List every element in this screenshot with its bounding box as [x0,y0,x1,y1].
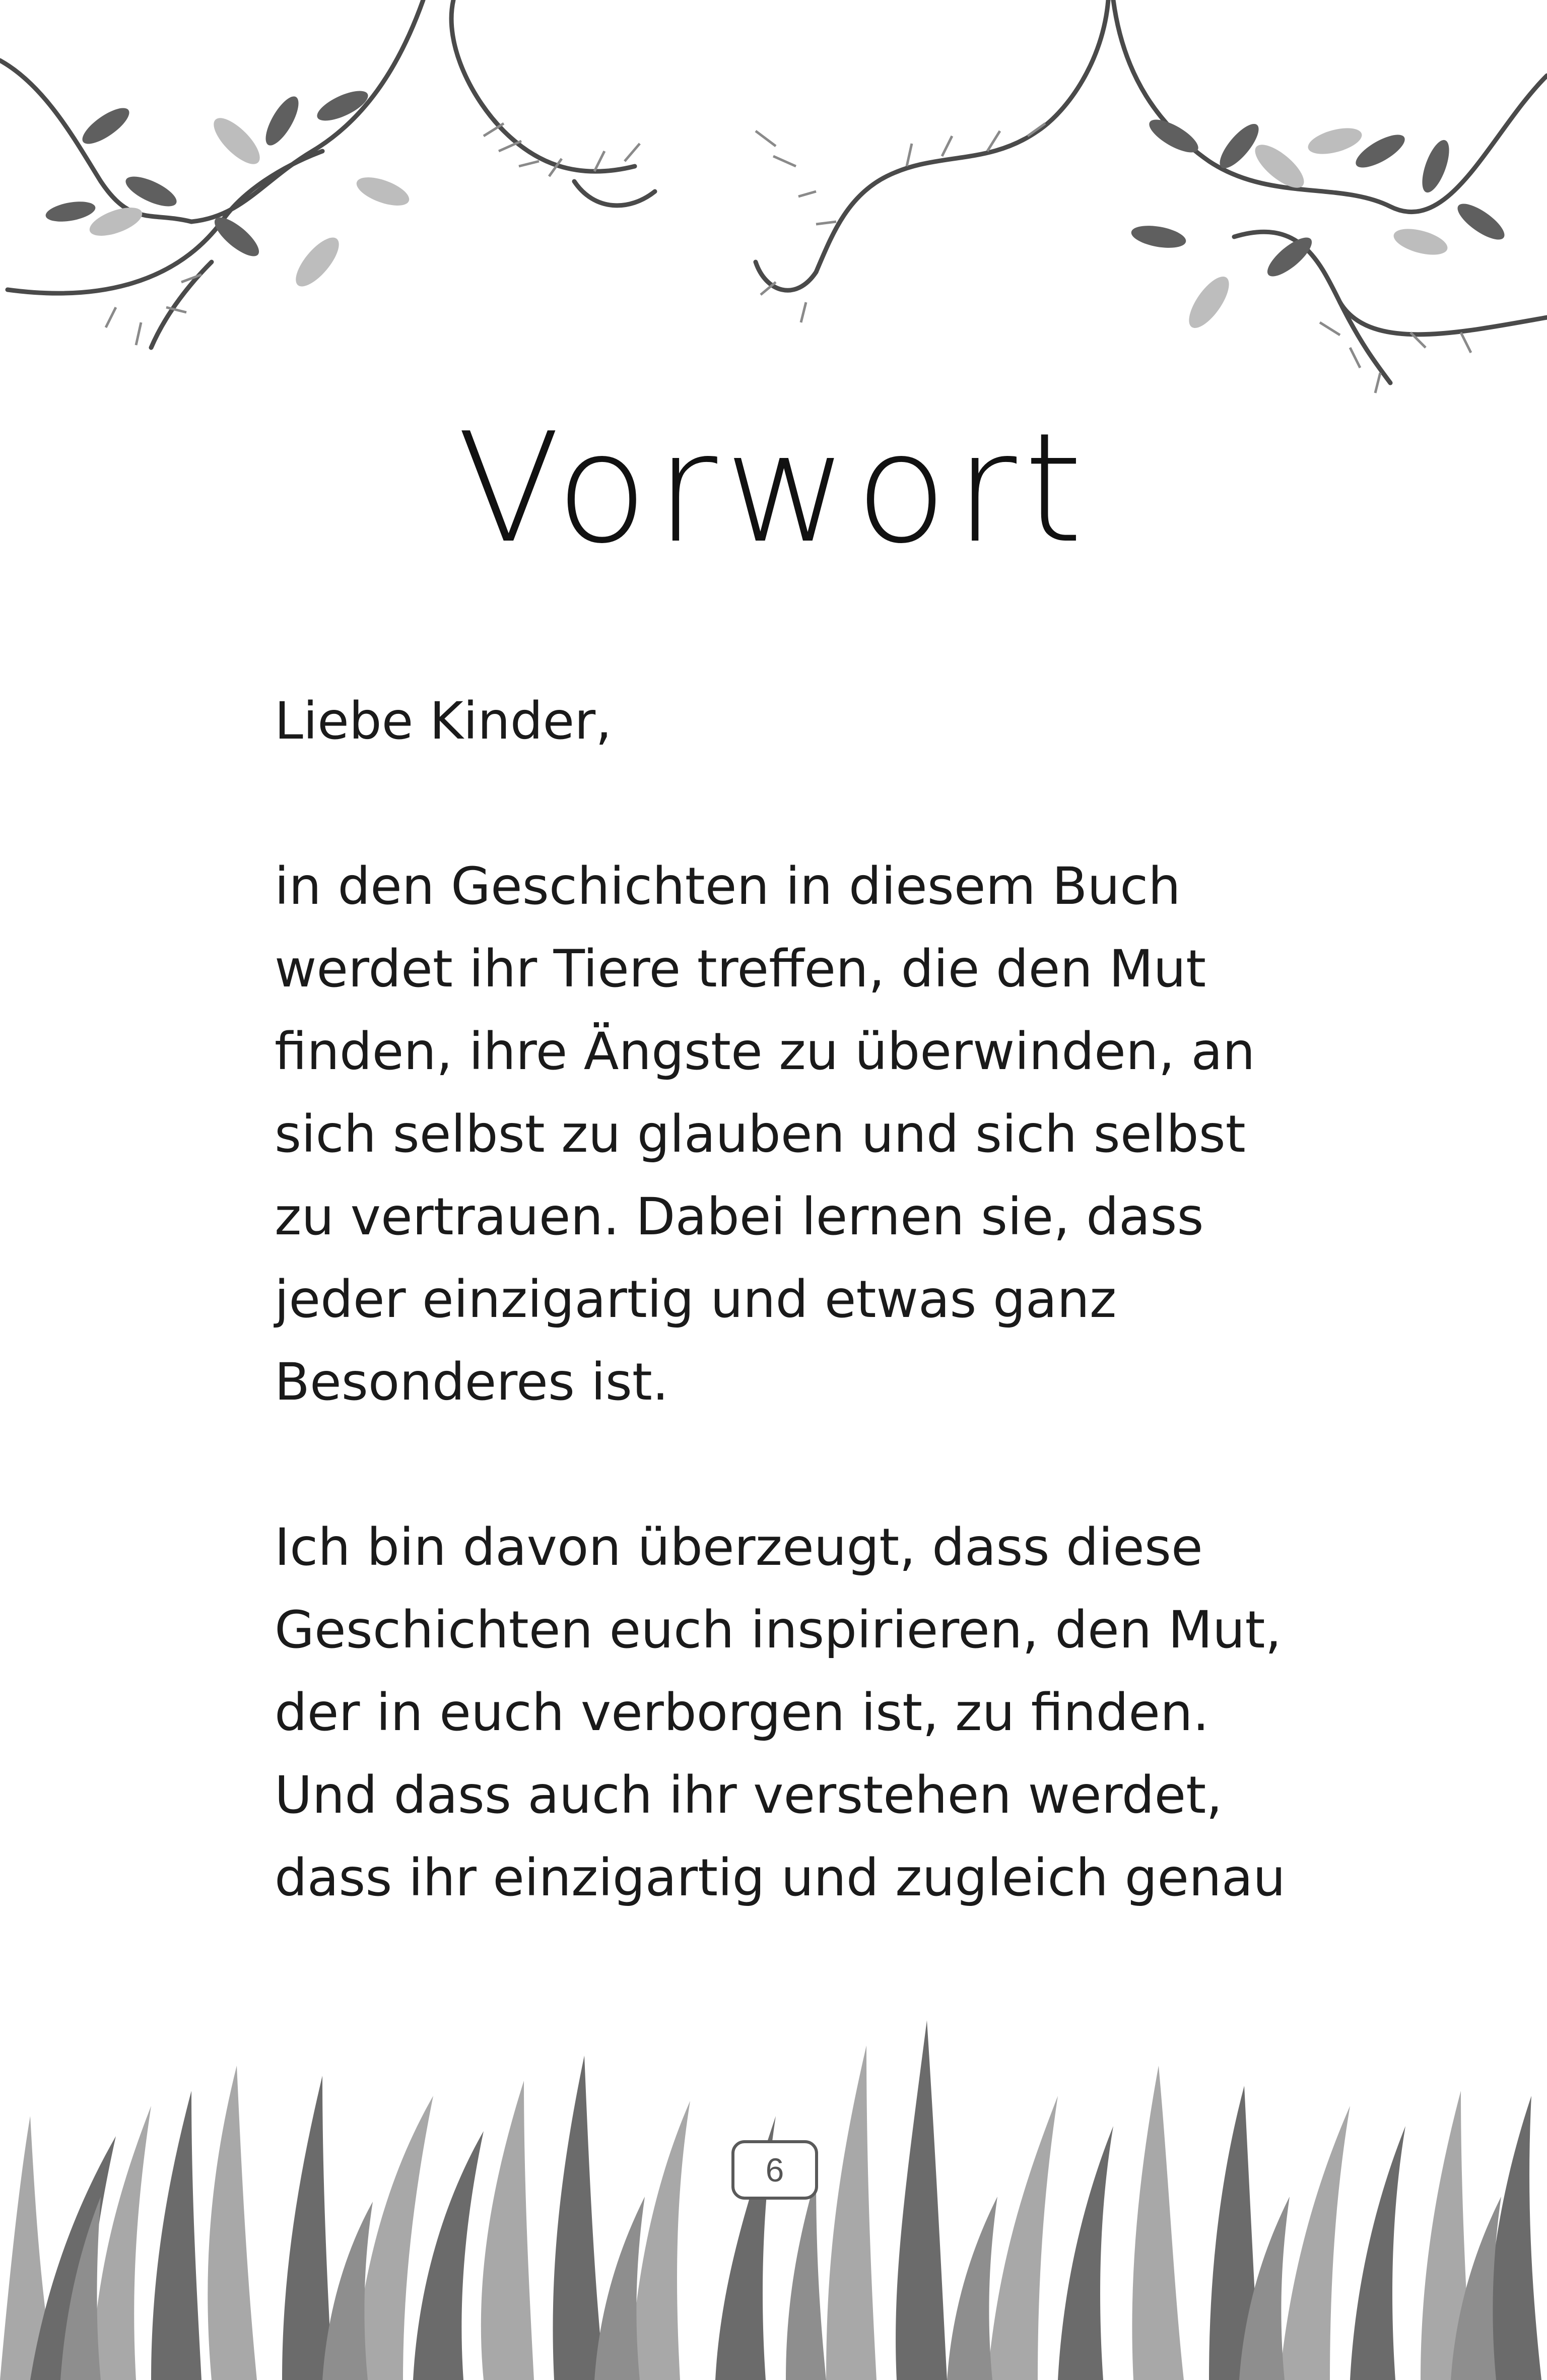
text-line: dass ihr einzigartig und zugleich genau [275,1848,1286,1908]
text-line: werdet ihr Tiere treffen, die den Mut [275,939,1206,999]
text-line: finden, ihre Ängste zu überwinden, an [275,1022,1255,1082]
text-line: sich selbst zu glauben und sich selbst [275,1104,1246,1164]
page-number: 6 [731,2140,818,2200]
salutation: Liebe Kinder, [275,691,612,751]
paragraph-gap [275,1424,1307,1506]
text-line: Ich bin davon überzeugt, dass diese [275,1517,1203,1577]
text-line: Und dass auch ihr verstehen werdet, [275,1765,1223,1825]
paragraph-gap [275,763,1307,845]
text-line: jeder einzigartig und etwas ganz [275,1270,1117,1330]
foreword-text [275,680,1307,1920]
vine-branches-illustration [0,0,1547,423]
text-line: Geschichten euch inspirieren, den Mut, [275,1600,1282,1660]
text-line: zu vertrauen. Dabei lernen sie, dass [275,1187,1204,1247]
text-line: in den Geschichten in diesem Buch [275,856,1181,916]
text-line: Besonderes ist. [275,1352,669,1412]
page-title: Vorwort [457,401,1090,576]
text-line: der in euch verborgen ist, zu finden. [275,1683,1209,1743]
